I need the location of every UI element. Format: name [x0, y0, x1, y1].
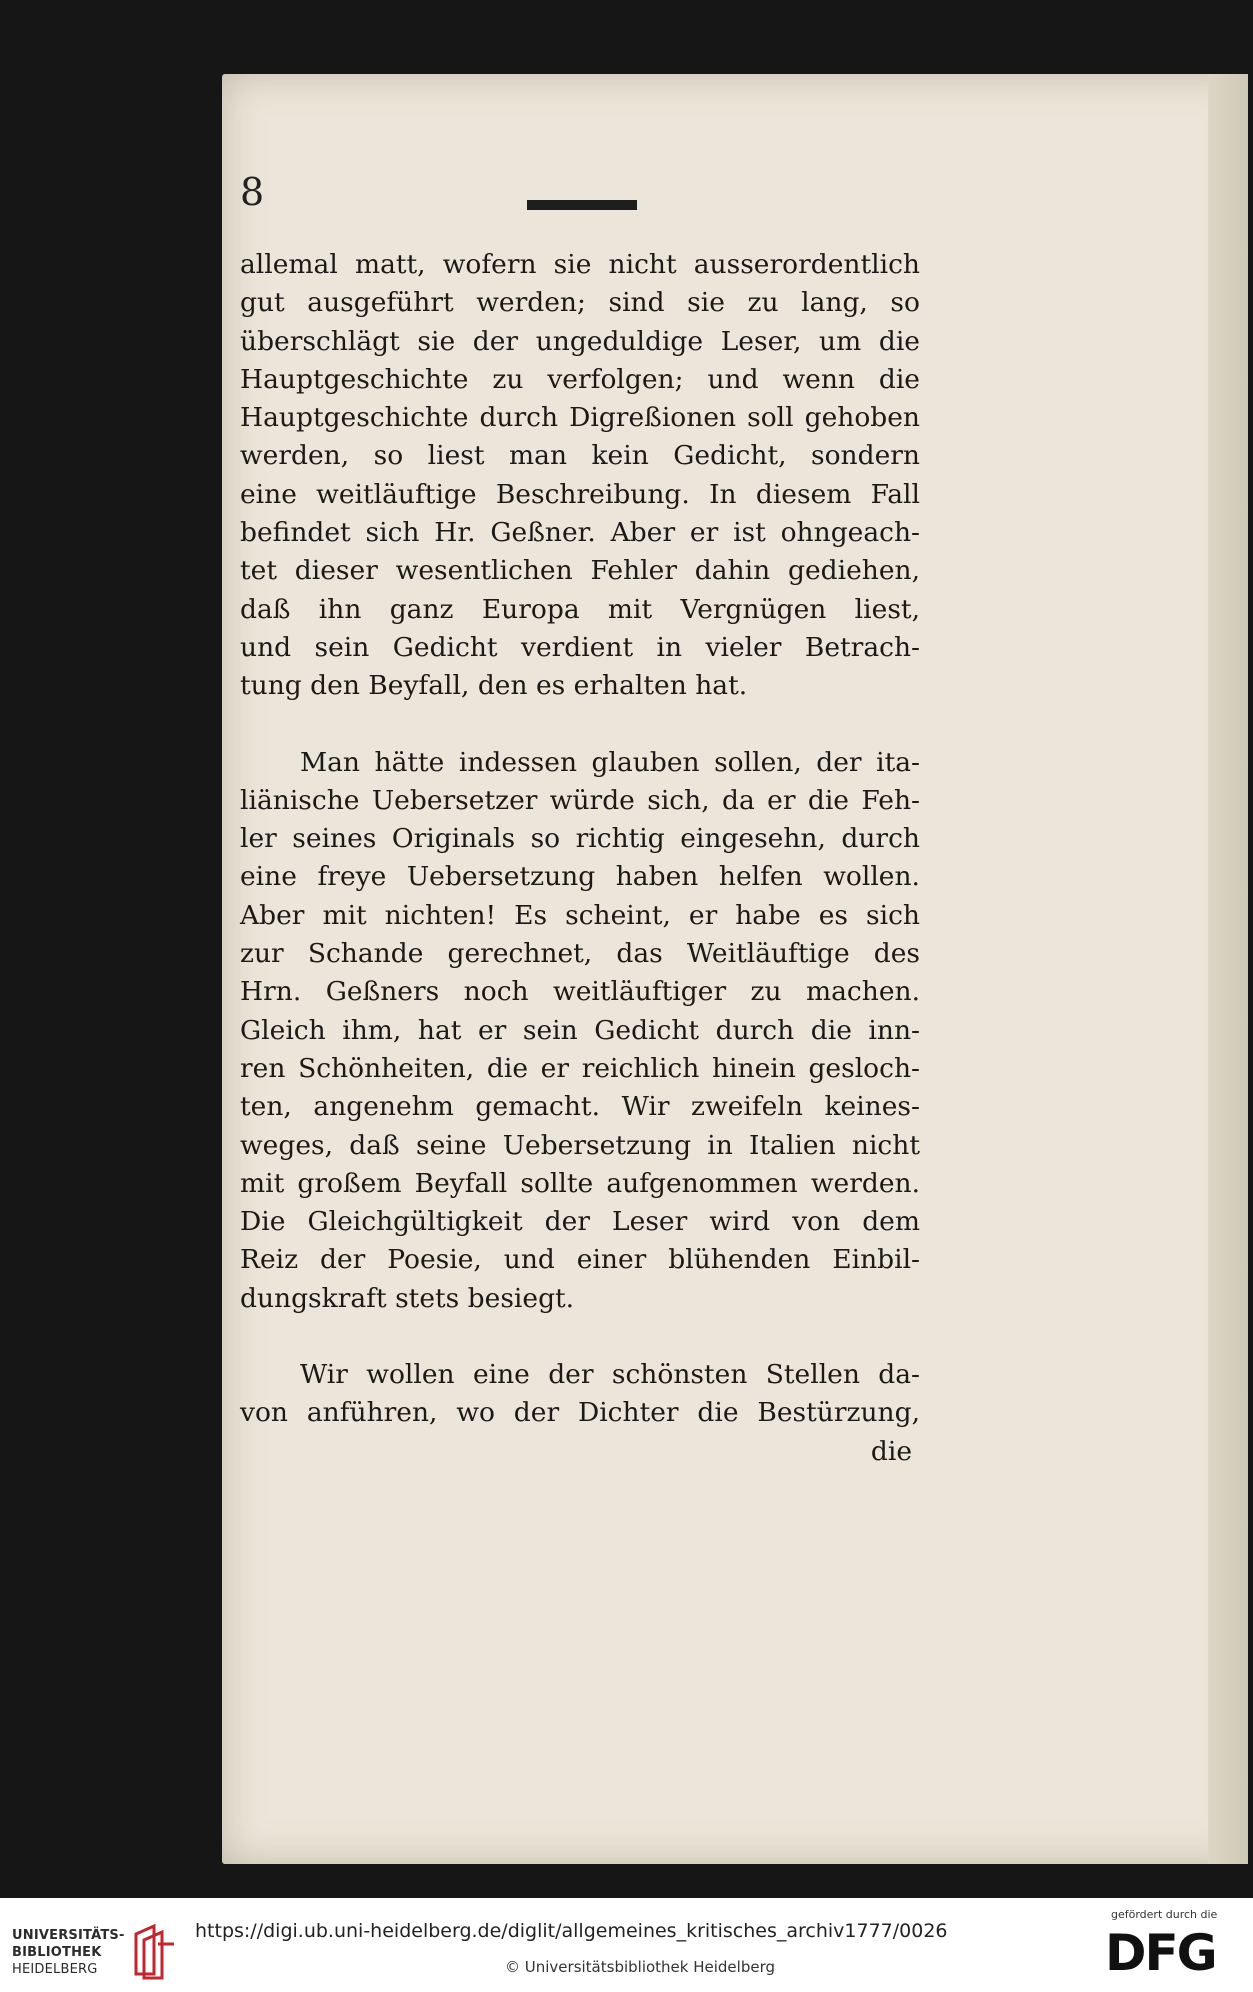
- text-line: Die Gleichgültigkeit der Leser wird von dem: [240, 1206, 920, 1238]
- copyright-notice: © Universitätsbibliothek Heidelberg: [505, 1958, 776, 1976]
- text-line: liänische Uebersetzer würde sich, da er die Feh-: [240, 784, 920, 816]
- text-line: und sein Gedicht verdient in vieler Betrach-: [240, 631, 920, 663]
- page-fold: [1208, 74, 1248, 1864]
- permalink-url[interactable]: https://digi.ub.uni-heidelberg.de/diglit/allgemeines_kritisches_archiv1777/0026: [195, 1920, 948, 1942]
- text-line: überschlägt sie der ungeduldige Leser, um die: [240, 325, 920, 357]
- text-line: Reiz der Poesie, und einer blühenden Einbil-: [240, 1244, 920, 1276]
- university-library-logo[interactable]: [12, 1912, 187, 1982]
- library-name-line-1: UNIVERSITÄTS-: [12, 1928, 125, 1943]
- library-name-line-3: HEIDELBERG: [12, 1962, 98, 1977]
- text-line: Aber mit nichten! Es scheint, er habe es sich: [240, 899, 920, 931]
- paragraph-3: [240, 1356, 920, 1433]
- text-line: von anführen, wo der Dichter die Bestürzung,: [240, 1397, 920, 1429]
- viewer-footer: [0, 1898, 1253, 1992]
- text-line: daß ihn ganz Europa mit Vergnügen liest,: [240, 593, 920, 625]
- catchword: die: [870, 1435, 912, 1467]
- text-line: eine weitläuftige Beschreibung. In diesem Fall: [240, 478, 920, 510]
- paragraph-1: [240, 246, 920, 706]
- dfg-logo-text: DFG: [1105, 1924, 1216, 1982]
- dfg-caption: gefördert durch die: [1111, 1908, 1218, 1921]
- paragraph-2: [240, 744, 920, 1318]
- page-header: [240, 170, 940, 230]
- text-line: dungskraft stets besiegt.: [240, 1282, 575, 1314]
- text-line: gut ausgeführt werden; sind sie zu lang, so: [240, 287, 920, 319]
- text-line: mit großem Beyfall sollte aufgenommen werden.: [240, 1167, 920, 1199]
- text-line: eine freye Uebersetzung haben helfen wollen.: [240, 861, 920, 893]
- text-line: tet dieser wesentlichen Fehler dahin gediehen,: [240, 555, 920, 587]
- text-line: ten, angenehm gemacht. Wir zweifeln keines-: [240, 1091, 920, 1123]
- text-line: zur Schande gerechnet, das Weitläuftige des: [240, 938, 920, 970]
- text-line: werden, so liest man kein Gedicht, sondern: [240, 440, 920, 472]
- text-line: tung den Beyfall, den es erhalten hat.: [240, 670, 748, 702]
- text-line: allemal matt, wofern sie nicht ausserordentlich: [240, 249, 920, 280]
- page-number: 8: [240, 170, 265, 214]
- text-line: ler seines Originals so richtig eingesehn, durch: [240, 823, 920, 855]
- text-line: Wir wollen eine der schönsten Stellen da-: [300, 1359, 920, 1391]
- text-line: ren Schönheiten, die er reichlich hinein gesloch-: [240, 1052, 920, 1084]
- library-logo-icon: [130, 1920, 178, 1980]
- text-line: Man hätte indessen glauben sollen, der ita-: [300, 746, 920, 778]
- dfg-funding-logo[interactable]: [1105, 1906, 1245, 1986]
- text-line: Hauptgeschichte durch Digreßionen soll gehoben: [240, 402, 920, 434]
- body-text: [240, 246, 920, 1471]
- text-line: Hrn. Geßners noch weitläuftiger zu machen.: [240, 976, 920, 1008]
- header-ornament-rule: [527, 200, 637, 210]
- text-line: Gleich ihm, hat er sein Gedicht durch die inn-: [240, 1014, 920, 1046]
- text-line: Hauptgeschichte zu verfolgen; und wenn die: [240, 363, 920, 395]
- text-line: befindet sich Hr. Geßner. Aber er ist ohngeach-: [240, 517, 920, 549]
- library-name-line-2: BIBLIOTHEK: [12, 1945, 102, 1960]
- text-line: weges, daß seine Uebersetzung in Italien nicht: [240, 1129, 920, 1161]
